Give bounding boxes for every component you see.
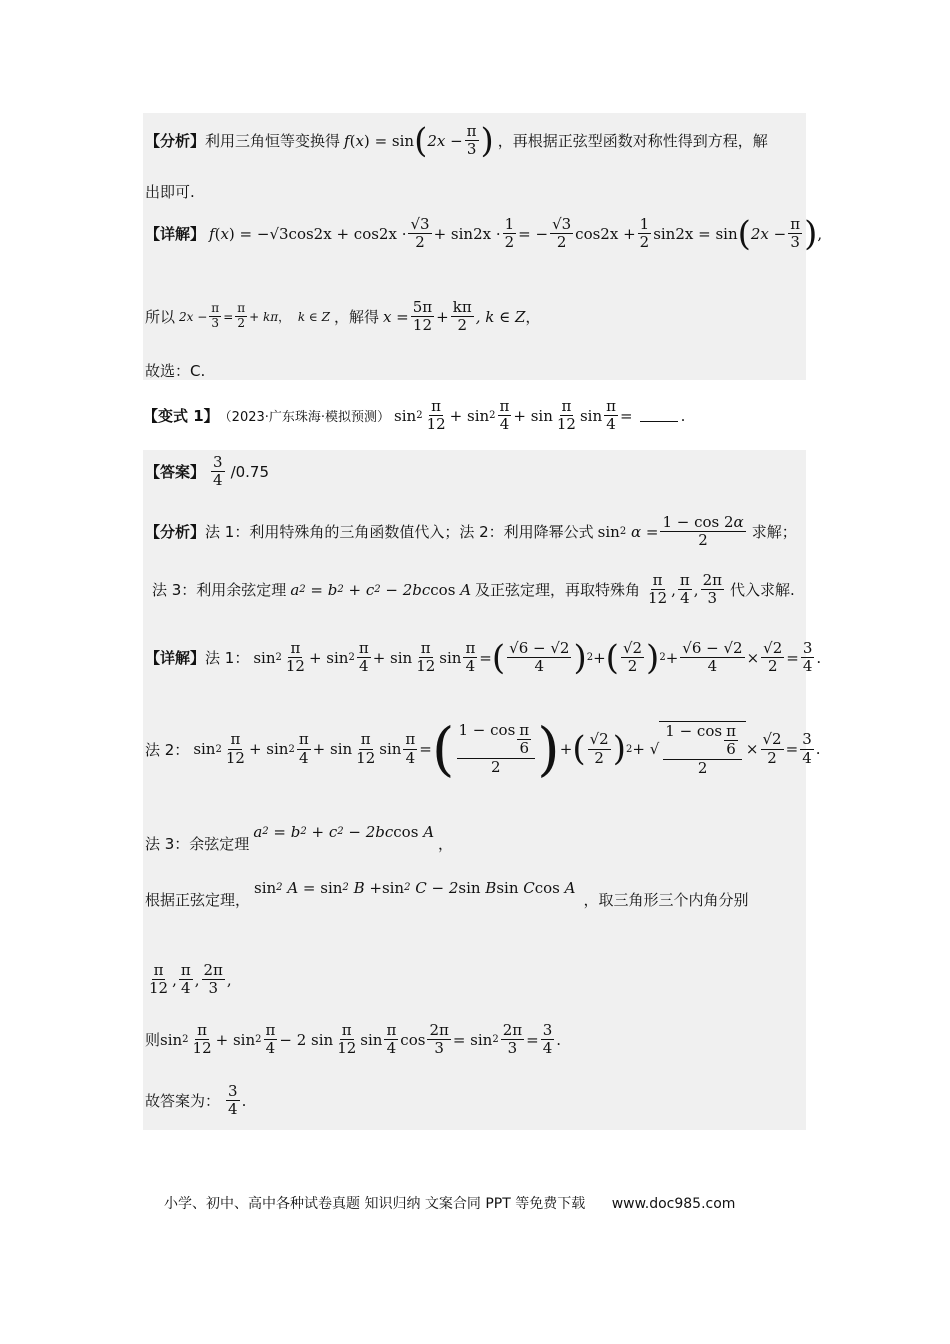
formula-cosine-rule: a 2 = b 2 + c 2 − 2bc cos A bbox=[290, 580, 472, 599]
formula-angles: $\frac{\pi}{12}$ , $\frac{\pi}{4}$ , $\frac{2\pi}{3}$ , bbox=[149, 961, 232, 998]
analysis-tag-2: 【分析】 bbox=[145, 523, 206, 542]
variant-tag: 【变式 1】 bbox=[143, 407, 219, 426]
method3-text-cont: 及正弦定理，再取特殊角 bbox=[475, 581, 641, 600]
answer-tag: 【答案】 bbox=[145, 463, 206, 482]
analysis-text-2: 法 1：利用特殊角的三角函数值代入；法 2：利用降幂公式 bbox=[205, 523, 594, 542]
analysis-text-end: 出即可. bbox=[145, 183, 195, 201]
variant-question: 【变式 1】 （2023·广东珠海·模拟预测） sin 2 $\frac{\pi}{12}$ + sin 2 $\frac{\pi}{4}$ + sin $\frac{\pi}{12}$ sin $\frac{\pi}{4}$ = . bbox=[143, 397, 686, 434]
analysis-text: 利用三角恒等变换得 bbox=[205, 132, 341, 151]
solution-block-1 bbox=[143, 113, 823, 380]
then-text: 则 bbox=[145, 1031, 161, 1050]
analysis-text-2-cont: 求解； bbox=[751, 523, 797, 542]
analysis-text-cont: ，再根据正弦型函数对称性得到方程，解 bbox=[497, 132, 768, 151]
formula-method-1: sin 2 $\frac{\pi}{12}$ + sin 2 $\frac{\pi}{4}$ + sin $\frac{\pi}{12}$ sin $\frac{\pi}{4}$ = ( $\frac{√6 - √2}{4}$ ) 2 + ( $\frac{√2}{2}$ ) 2 + $\frac{√6 - √2}{4}$ × $\frac{√2}{2}$ = $\frac{3}{4}$ . bbox=[253, 637, 822, 678]
solution-block-2: 【答案】 $\frac{3}{4}$ /0.75 【分析】 法 1：利用特殊角的三角函数值代入；法 2：利用降幂公式 sin 2 α = $\frac{1 - \cos 2\alpha}{2}$ 求解； 法 3：利用余弦定理 a 2 = b 2 + c 2 − 2bc cos A 及正弦定理，再取特殊角 $\frac{\pi}{12}$ , $\frac{\pi}{4}$ , $\frac{2\pi}{3}$ 代入求解. 【详解】 法 1： sin 2 $\frac{\pi}{12}$ + sin 2 $\frac{\pi}{4}$ + sin $\frac{\pi}{12}$ sin $\frac{\pi}{4}$ = ( $\frac{√6 - √2}{4}$ ) 2 + ( $\frac{√2}{2}$ ) 2 + $\frac{√6 - √2}{4}$ × $\frac{√2}{2}$ = $\frac{3}{4}$ . 法 2： sin 2 $\frac{\pi}{12}$ + sin 2 $\frac{\pi}{4}$ + sin $\frac{\pi}{12}$ sin $\frac{\pi}{4}$ = ( 1 − cos $\frac{\pi}{6}$ 2 ) + ( $\frac{√2}{2}$ ) 2 + √ 1 − cos $\frac{\pi}{6}$ 2 × $\frac{√2}{2}$ = $\frac{3}{4}$ . 法 3：余弦定理 a 2 = b 2 + c 2 − 2bc cos A ， 根据正弦定理， sin 2 A = sin 2 B + sin 2 C − 2 sin B sin C cos A ，取三角形三个内角分别 $\frac{\pi}{12}$ , $\frac{\pi}{4}$ , $\frac{2\pi}{3}$ , 则 sin 2 $\frac{\pi}{12}$ + sin 2 $\frac{\pi}{4}$ − 2 sin $\frac{\pi}{12}$ sin $\frac{\pi}{4}$ cos $\frac{2\pi}{3}$ = sin 2 $\frac{2\pi}{3}$ = $\frac{3}{4}$ . 故答案为： $\frac{3}{4}$ . bbox=[143, 450, 806, 1130]
final-text: 故答案为： bbox=[145, 1092, 221, 1111]
formula-question: sin 2 $\frac{\pi}{12}$ + sin 2 $\frac{\pi}{4}$ + sin $\frac{\pi}{12}$ sin $\frac{\pi}{4}$ = bbox=[394, 397, 633, 434]
answer-fraction: $\frac{3}{4}$ bbox=[213, 453, 223, 490]
answer-blank bbox=[640, 409, 678, 422]
method2-label: 法 2： bbox=[145, 740, 190, 759]
formula-method-2: sin 2 $\frac{\pi}{12}$ + sin 2 $\frac{\pi}{4}$ + sin $\frac{\pi}{12}$ sin $\frac{\pi}{4}$ = ( 1 − cos $\frac{\pi}{6}$ 2 ) + ( $\frac{√2}{2}$ ) 2 + √ 1 − cos $\frac{\pi}{6}$ 2 × $\frac{√2}{2}$ = $\frac{3}{4}$ . bbox=[193, 715, 821, 783]
formula-detail-1: f ( x ) = −√3cos2x + cos2x · $\frac{√3}{2}$ + sin2x · $\frac{1}{2}$ = − $\frac{√3}{2}$ cos2x + $\frac{1}{2}$ sin2x = sin ( 2x − $\frac{\pi}{3}$ ) , bbox=[209, 213, 823, 254]
method1-label: 法 1： bbox=[205, 649, 250, 668]
method3-text-end: 代入求解. bbox=[729, 581, 795, 600]
formula-cosine-rule-2: a 2 = b 2 + c 2 − 2bc cos A bbox=[253, 822, 435, 841]
solve-text: ，解得 bbox=[333, 308, 379, 327]
so-text: 所以 bbox=[145, 308, 176, 327]
detail-tag: 【详解】 bbox=[145, 225, 206, 244]
formula-power-reduction: sin 2 α = $\frac{1 - \cos 2\alpha}{2}$ bbox=[597, 513, 744, 550]
page-footer bbox=[164, 1193, 735, 1213]
method3-text: 法 3：利用余弦定理 bbox=[152, 581, 287, 600]
formula-symmetry: 2x − $\frac{\pi}{3}$ = $\frac{\pi}{2}$ + kπ ， k ∈ Z bbox=[179, 301, 330, 331]
formula-f-sin: f ( x ) = sin ( 2x − $\frac{\pi}{3}$ ) bbox=[344, 120, 494, 161]
formula-sine-rule: sin 2 A = sin 2 B + sin 2 C − 2 sin B sin C cos A bbox=[254, 878, 576, 897]
choice-text: 故选：C. bbox=[145, 362, 206, 380]
formula-result: sin 2 $\frac{\pi}{12}$ + sin 2 $\frac{\pi}{4}$ − 2 sin $\frac{\pi}{12}$ sin $\frac{\pi}{4}$ cos $\frac{2\pi}{3}$ = sin 2 $\frac{2\pi}{3}$ = $\frac{3}{4}$ . bbox=[160, 1021, 562, 1058]
detail-tag-2: 【详解】 bbox=[145, 649, 206, 668]
formula-special-angles: $\frac{\pi}{12}$ , $\frac{\pi}{4}$ , $\frac{2\pi}{3}$ bbox=[648, 571, 722, 608]
variant-source: （2023·广东珠海·模拟预测） bbox=[218, 410, 391, 426]
angles-text: ，取三角形三个内角分别 bbox=[583, 891, 749, 909]
final-answer: $\frac{3}{4}$ . bbox=[228, 1082, 247, 1119]
footer-text: 小学、初中、高中各种试卷真题 知识归纳 文案合同 PPT 等免费下载 bbox=[164, 1196, 586, 1212]
footer-site: www.doc985.com bbox=[611, 1196, 736, 1212]
sine-rule-text: 根据正弦定理， bbox=[145, 891, 251, 909]
analysis-tag: 【分析】 bbox=[145, 132, 206, 151]
method3-label: 法 3：余弦定理 bbox=[145, 835, 250, 853]
answer-tail: /0.75 bbox=[230, 462, 270, 481]
formula-solution-x: x = $\frac{5\pi}{12}$ + $\frac{k\pi}{2}$ , k ∈ Z ， bbox=[382, 298, 541, 335]
